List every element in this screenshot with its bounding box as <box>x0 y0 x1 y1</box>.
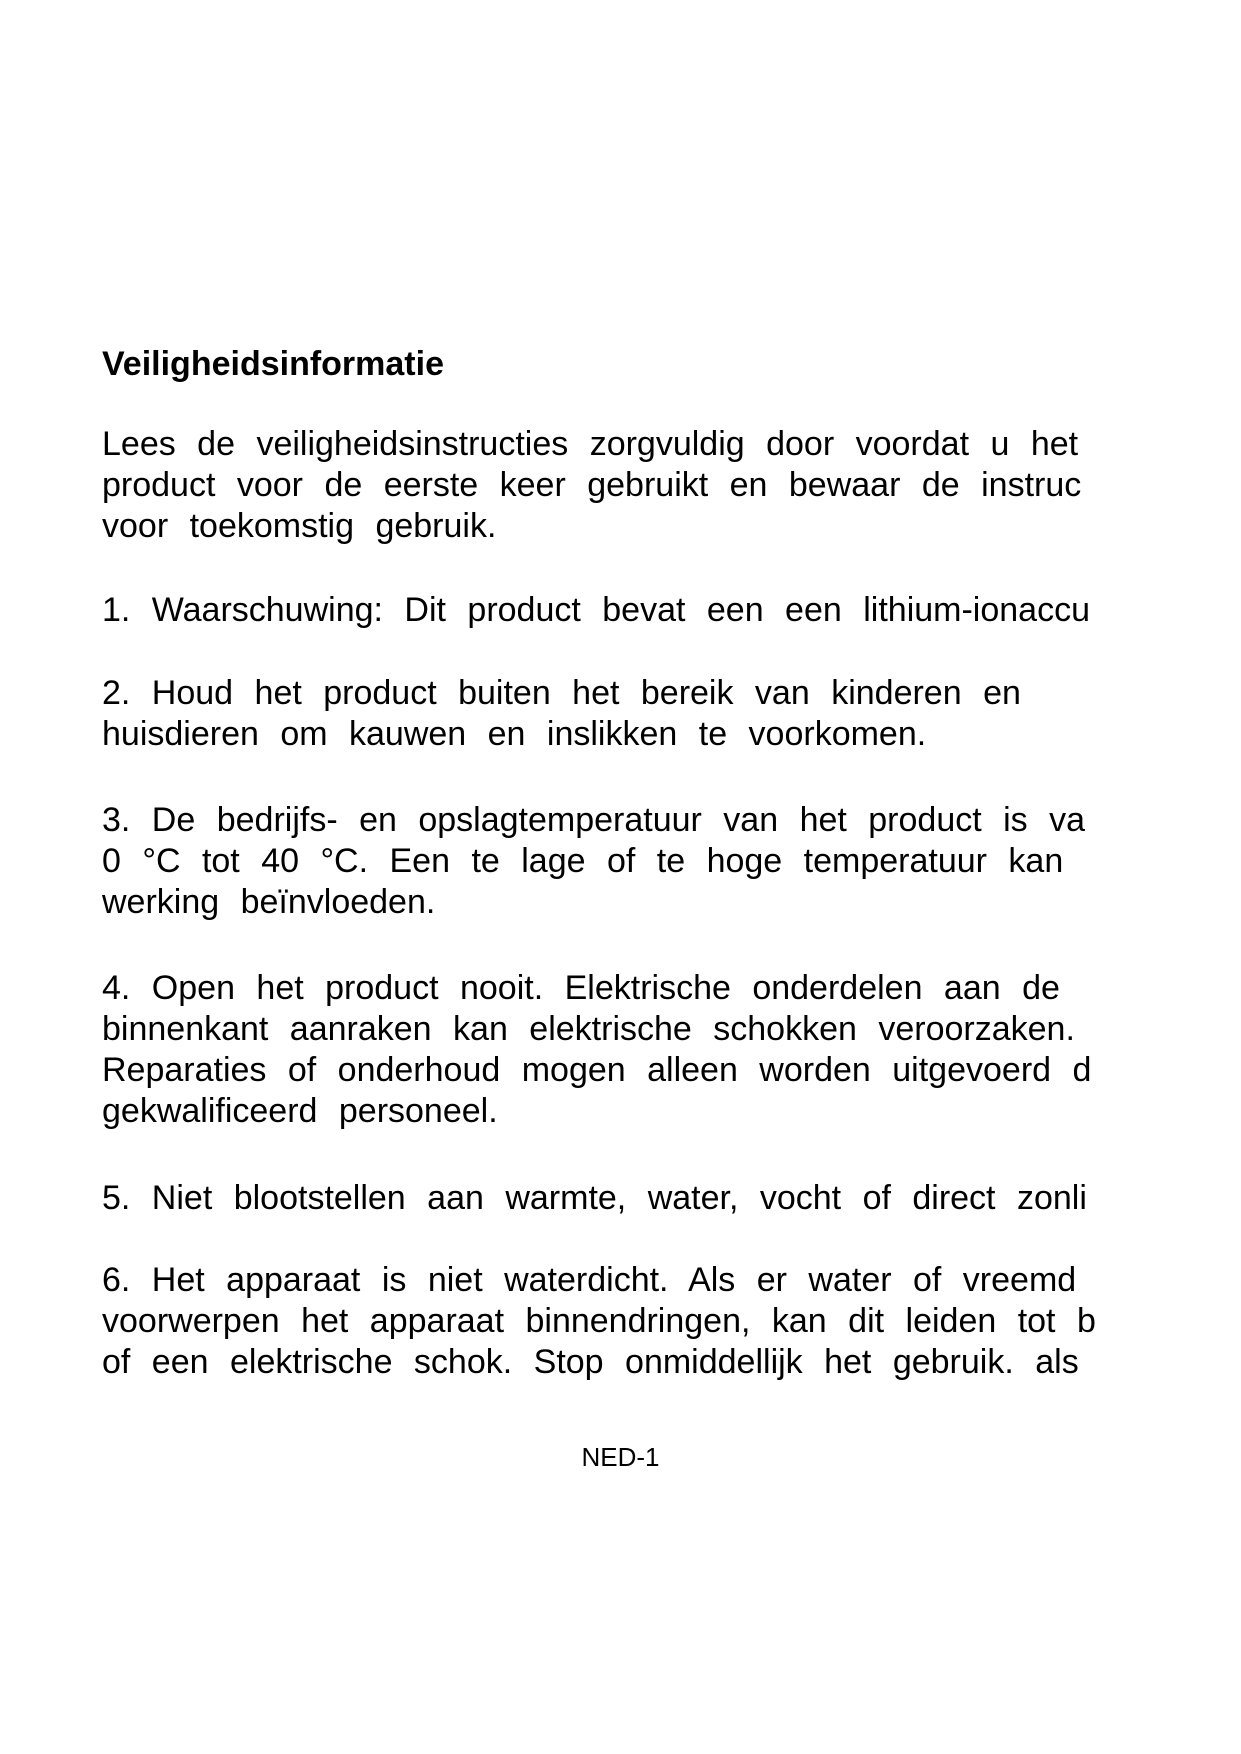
intro-line: Lees de veiligheidsinstructies zorgvuldig door voordat u het <box>102 425 1079 463</box>
item-line: 0 °C tot 40 °C. Een te lage of te hoge temperatuur kan <box>102 842 1064 880</box>
safety-item-3 <box>102 800 1085 923</box>
safety-item-5 <box>102 1178 1087 1219</box>
page-title: Veiligheidsinformatie <box>102 345 444 383</box>
safety-item-1 <box>102 590 1090 631</box>
item-line: gekwalificeerd personeel. <box>102 1092 498 1130</box>
safety-item-6 <box>102 1260 1096 1383</box>
item-line: binnenkant aanraken kan elektrische schokken veroorzaken. <box>102 1010 1075 1048</box>
safety-item-4 <box>102 968 1091 1132</box>
item-line: 3. De bedrijfs- en opslagtemperatuur van het product is va <box>102 801 1086 839</box>
item-line: 4. Open het product nooit. Elektrische onderdelen aan de <box>102 969 1060 1007</box>
item-line: 5. Niet blootstellen aan warmte, water, vocht of direct zonli <box>102 1179 1087 1217</box>
item-line: huisdieren om kauwen en inslikken te voorkomen. <box>102 715 927 753</box>
item-line: 1. Waarschuwing: Dit product bevat een een lithium-ionaccu <box>102 591 1090 629</box>
item-line: 6. Het apparaat is niet waterdicht. Als er water of vreemd <box>102 1261 1077 1299</box>
item-line: voorwerpen het apparaat binnendringen, kan dit leiden tot b <box>102 1302 1096 1340</box>
intro-line: product voor de eerste keer gebruikt en bewaar de instruc <box>102 466 1082 504</box>
item-line: Reparaties of onderhoud mogen alleen worden uitgevoerd d <box>102 1051 1092 1089</box>
intro-line: voor toekomstig gebruik. <box>102 507 497 545</box>
page-number: NED-1 <box>581 1442 660 1472</box>
item-line: 2. Houd het product buiten het bereik van kinderen en <box>102 674 1021 712</box>
intro-paragraph <box>102 424 1081 547</box>
safety-item-2 <box>102 673 1021 755</box>
item-line: of een elektrische schok. Stop onmiddellijk het gebruik. als <box>102 1343 1079 1381</box>
item-line: werking beïnvloeden. <box>102 883 436 921</box>
